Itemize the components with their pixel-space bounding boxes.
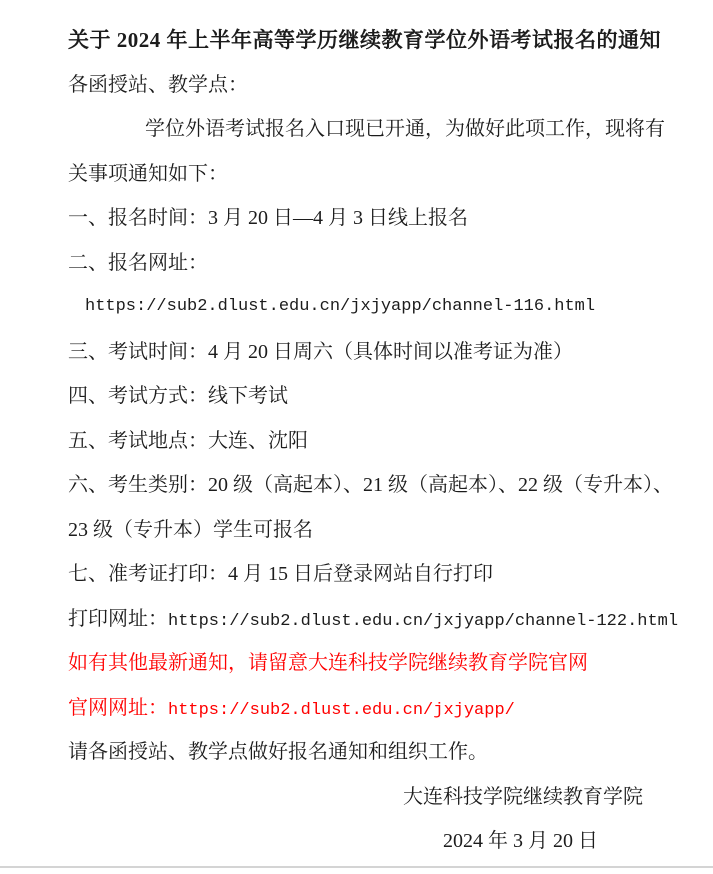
official-site-url: https://sub2.dlust.edu.cn/jxjyapp/ bbox=[168, 700, 515, 720]
intro-line-2: 关事项通知如下： bbox=[68, 162, 228, 185]
red-notice-line-2 bbox=[68, 686, 713, 731]
notice-title: 关于 2024 年上半年高等学历继续教育学位外语考试报名的通知 bbox=[68, 28, 661, 52]
item-6-candidate-categories-line-2: 23 级（专升本）学生可报名 bbox=[68, 518, 313, 541]
print-url: https://sub2.dlust.edu.cn/jxjyapp/channel-122.html bbox=[168, 611, 679, 631]
item-5-exam-location: 五、考试地点：大连、沈阳 bbox=[68, 429, 308, 452]
red-notice-line-1: 如有其他最新通知，请留意大连科技学院继续教育学院官网 bbox=[68, 652, 588, 674]
signature-date: 2024 年 3 月 20 日 bbox=[443, 830, 598, 852]
notice-body bbox=[68, 18, 713, 864]
page-bottom-divider bbox=[0, 866, 713, 868]
registration-url: https://sub2.dlust.edu.cn/jxjyapp/channel-116.html bbox=[85, 297, 596, 316]
item-1-registration-time: 一、报名时间：3 月 20 日—4 月 3 日线上报名 bbox=[68, 207, 468, 229]
intro-line-1: 学位外语考试报名入口现已开通，为做好此项工作，现将有 bbox=[145, 118, 665, 140]
item-3-exam-time: 三、考试时间：4 月 20 日周六（具体时间以准考证为准） bbox=[68, 340, 573, 363]
item-4-exam-mode: 四、考试方式：线下考试 bbox=[68, 385, 288, 407]
print-url-label: 打印网址： bbox=[68, 607, 168, 630]
salutation: 各函授站、教学点： bbox=[68, 73, 248, 96]
print-url-line bbox=[68, 597, 713, 642]
item-2-registration-site-label: 二、报名网址： bbox=[68, 251, 208, 274]
closing-request: 请各函授站、教学点做好报名通知和组织工作。 bbox=[68, 741, 488, 763]
signature-organization: 大连科技学院继续教育学院 bbox=[403, 785, 643, 808]
item-6-candidate-categories-line-1: 六、考生类别：20 级（高起本）、21 级（高起本）、22 级（专升本）、 bbox=[68, 474, 673, 496]
item-7-admission-ticket-print: 七、准考证打印：4 月 15 日后登录网站自行打印 bbox=[68, 563, 493, 585]
official-site-label: 官网网址： bbox=[68, 696, 168, 719]
